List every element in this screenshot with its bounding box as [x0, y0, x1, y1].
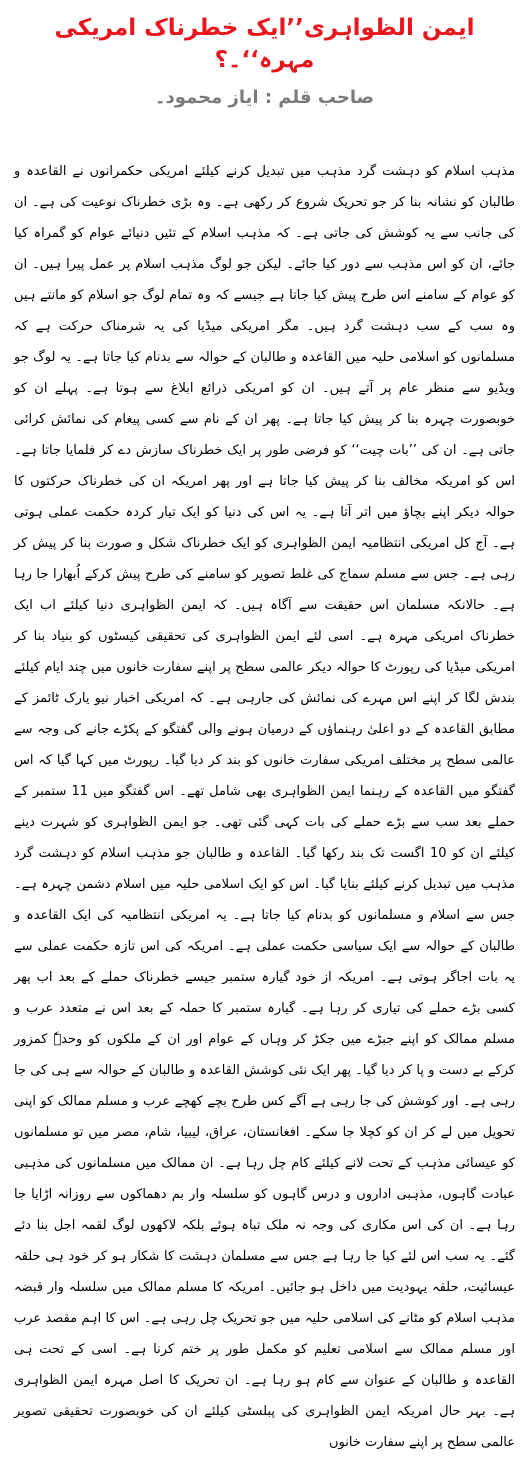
article-title: ایمن الظواہری’’ایک خطرناک امریکی مہرہ‘‘۔؟	[54, 15, 475, 73]
article-body: مذہب اسلام کو دہشت گرد مذہب میں تبدیل کرنے کیلئے امریکی حکمرانوں نے القاعدہ و طالبان کو نشانہ بنا کر جو تحریک شروع کر رکھی ہے۔ وہ بڑی خطرناک نوعیت کی ہے۔ ان کی جانب سے یہ کوشش کی جاتی ہے۔ کہ مذہب اسلام کے تئیں دنیائے عوام کو گمراہ کیا جائے، ان کو اس مذہب سے دور کیا جائے۔ لیکن جو لوگ مذہب اسلام پر عمل پیرا ہیں۔ ان کو عوام کے سامنے اس طرح پیش کیا جاتا ہے جیسے کہ وہ تمام لوگ جو اسلام کو مانتے ہیں وہ سب کے سب دہشت گرد ہیں۔ مگر امریکی میڈیا کی یہ شرمناک حرکت ہے کہ مسلمانوں کو اسلامی حلیہ میں القاعدہ و طالبان کے حوالہ سے بدنام کیا جاتا ہے۔ یہ لوگ جو ویڈیو سے منظر عام پر آتے ہیں۔ ان کو امریکی ذرائع ابلاغ سے ہوتا ہے۔ پہلے ان کو خوبصورت چہرہ بنا کر پیش کیا جاتا ہے۔ پھر ان کے نام سے کسی پیغام کی نمائش کرائی جاتی ہے۔ ان کی ’’بات چیت‘‘ کو فرضی طور پر ایک خطرناک سازش دے کر فلمایا جاتا ہے۔ اس کو امریکہ مخالف بنا کر پیش کیا جاتا ہے اور پھر امریکہ ان کی خطرناک حرکتوں کا حوالہ دیکر اپنے بچاؤ میں اتر آتا ہے۔ یہ اس کی دنیا کو ایک تیار کردہ حکمت عملی ہوتی ہے۔ آج کل امریکی انتظامیہ ایمن الظواہری کو ایک خطرناک شکل و صورت بنا کر پیش کر رہی ہے۔ جس سے مسلم سماج کی غلط تصویر کو سامنے کی طرح پیش کرکے اُبھارا جا رہا ہے۔ حالانکہ مسلمان اس حقیقت سے آگاہ ہیں۔ کہ ایمن الظواہری دنیا کیلئے اب ایک خطرناک امریکی مہرہ ہے۔ اسی لئے ایمن الظواہری کی تحقیقی کیسٹوں کو بنیاد بنا کر امریکی میڈیا کی رپورٹ کا حوالہ دیکر عالمی سطح پر اپنے سفارت خانوں میں چند ایام کیلئے بندش لگا کر اپنے اس مہرے کی نمائش کی جارہی ہے۔ کہ امریکی اخبار نیو یارک ٹائمز کے مطابق القاعدہ کے دو اعلیٰ رہنماؤں کے درمیان ہونے والی گفتگو کے پکڑے جانے کی وجہ سے عالمی سطح پر مختلف امریکی سفارت خانوں کو بند کر دیا گیا۔ رپورٹ میں کہا گیا کہ اس گفتگو میں القاعدہ کے رہنما ایمن الظواہری بھی شامل تھے۔ اس گفتگو میں 11 ستمبر کے حملے بعد سب سے بڑے حملے کی بات کہی گئی تھی۔ جو ایمن الظواہری کو شہرت دینے کیلئے ان کو 10 اگست تک بند رکھا گیا۔ القاعدہ و طالبان جو مذہب اسلام کو دہشت گرد مذہب میں تبدیل کرنے کیلئے بنایا گیا۔ اس کو ایک اسلامی حلیہ میں اسلام دشمن چہرہ ہے۔ جس سے اسلام و مسلمانوں کو بدنام کیا جاتا ہے۔ یہ امریکی انتظامیہ کی ایک القاعدہ و طالبان کے حوالہ سے ایک سیاسی حکمت عملی ہے۔ امریکہ کی اس تازہ حکمت عملی سے یہ بات اجاگر ہوتی ہے۔ امریکہ از خود گیارہ ستمبر جیسے خطرناک حملے کے بعد اب پھر کسی بڑے حملے کی تیاری کر رہا ہے۔ گیارہ ستمبر کا حملہ کے بعد اس نے متعدد عرب و مسلم ممالک کو اپنے جبڑے میں جکڑ کر وہاں کے عوام اور ان کے ملکوں کو وحدہٗ کمزور کرکے بے دست و پا کر دیا گیا۔ پھر ایک نئی کوشش القاعدہ و طالبان کے حوالہ سے ہی کی جا رہی ہے۔ اور کوشش کی جا رہی ہے آگے کس طرح بچے کھچے عرب و مسلم ممالک کو اپنی تحویل میں لے کر ان کو کچلا جا سکے۔ افغانستان، عراق، لیبیا، شام، مصر میں تو مسلمانوں کو عیسائی مذہب کے تحت لانے کیلئے کام چل رہا ہے۔ ان ممالک میں مسلمانوں کی مذہبی عبادت گاہوں، مذہبی اداروں و درس گاہوں کو سلسلہ وار بم دھماکوں سے روزانہ اڑایا جا رہا ہے۔ ان کی اس مکاری کی وجہ نہ ملک تباہ ہوئے بلکہ لاکھوں لوگ لقمہ اجل بنا دئے گئے۔ یہ سب اس لئے کیا جا رہا ہے جس سے مسلمان دہشت کا شکار ہو کر خود ہی حلقہ عیسائیت، حلقہ یہودیت میں داخل ہو جائیں۔ امریکہ کا مسلم ممالک میں سلسلہ وار قبضہ مذہب اسلام کو مٹانے کی اسلامی حلیہ میں جو تحریک چل رہی ہے۔ اس کا اہم مقصد عرب اور مسلم ممالک سے اسلامی تعلیم کو مکمل طور پر ختم کرنا ہے۔ اسی کے تحت ہی القاعدہ و طالبان کے عنوان سے کام ہو رہا ہے۔ ان تحریک کا اصل مہرہ ایمن الظواہری ہے۔ بہر حال امریکہ ایمن الظواہری کی پبلسٹی کیلئے ان کی خوبصورت تحقیقی تصویر عالمی سطح پر اپنے سفارت خانوں	[14, 164, 516, 1450]
article-byline: صاحب قلم : ایاز محمود۔	[155, 87, 374, 108]
